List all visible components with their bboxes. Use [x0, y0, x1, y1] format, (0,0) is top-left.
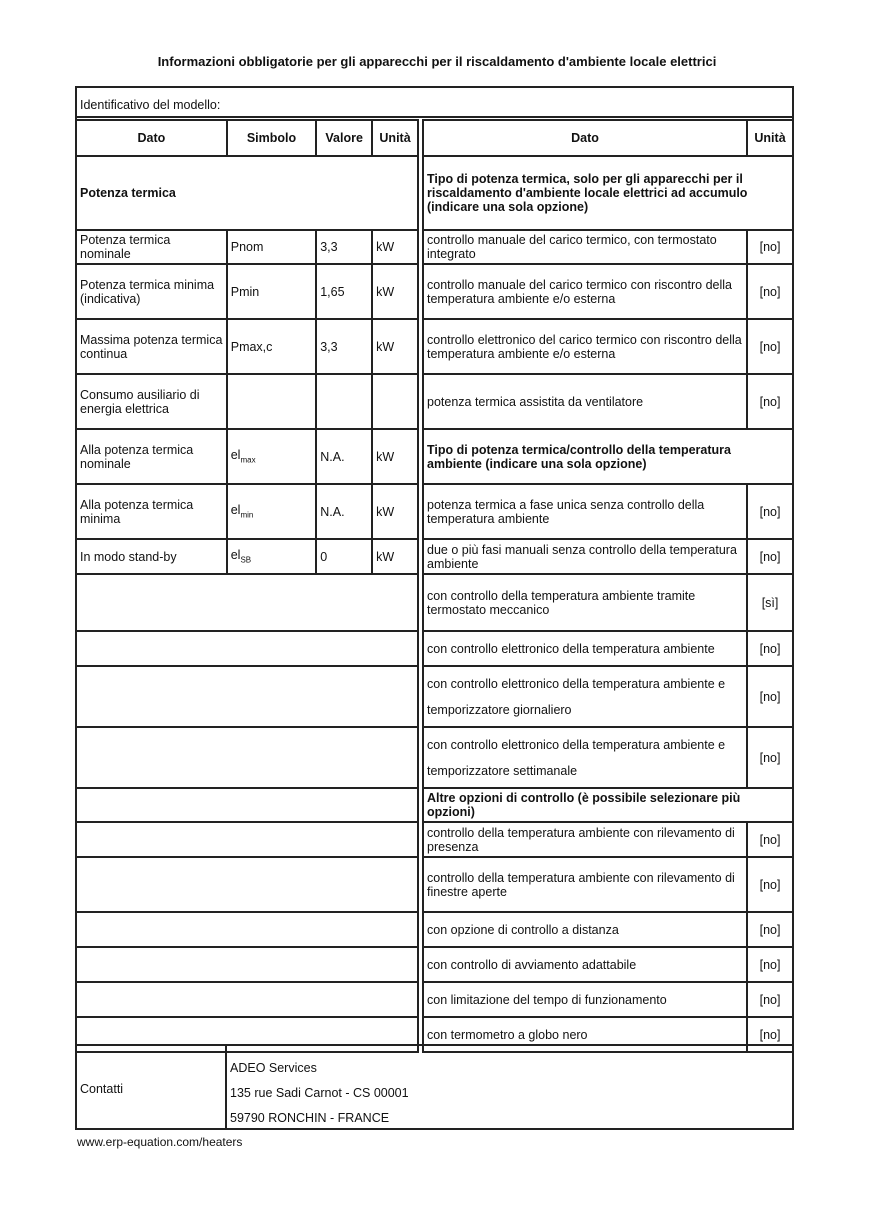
table-row: [423, 666, 793, 727]
section-controllo-temperatura: Tipo di potenza termica/controllo della temperatura ambiente (indicare una sola opzione): [423, 429, 793, 484]
contact-divider: [225, 1046, 227, 1130]
left-data-table: [75, 119, 419, 1053]
symbol-subscript: min: [240, 510, 254, 520]
table-row: [423, 484, 793, 539]
empty-row: [76, 822, 418, 857]
table-row: [423, 574, 793, 631]
cell-simbolo: [227, 484, 317, 539]
cell-valore: 1,65: [316, 264, 372, 319]
cell-dato: con controllo elettronico della temperatura ambiente e temporizzatore settimanale: [423, 727, 747, 788]
table-row: [76, 319, 418, 374]
section-potenza-termica: Potenza termica: [76, 156, 418, 230]
table-row: [76, 539, 418, 574]
cell-simbolo: Pmax,c: [227, 319, 317, 374]
cell-unita: [no]: [747, 727, 793, 788]
empty-row: [76, 912, 418, 947]
table-row: [76, 429, 418, 484]
left-header-unita: Unità: [372, 120, 418, 156]
table-row: [423, 912, 793, 947]
cell-dato: controllo della temperatura ambiente con rilevamento di finestre aperte: [423, 857, 747, 912]
cell-dato: Potenza termica nominale: [76, 230, 227, 264]
empty-row: [76, 574, 418, 631]
cell-dato: In modo stand-by: [76, 539, 227, 574]
cell-dato: Alla potenza termica nominale: [76, 429, 227, 484]
cell-unita: [no]: [747, 484, 793, 539]
model-identifier: Identificativo del modello:: [77, 88, 792, 118]
table-row: [76, 484, 418, 539]
table-row: [423, 947, 793, 982]
contact-block: [75, 1044, 794, 1130]
cell-unita: [no]: [747, 982, 793, 1017]
table-row: [423, 631, 793, 666]
cell-dato: Potenza termica minima (indicativa): [76, 264, 227, 319]
empty-row: [76, 982, 418, 1017]
cell-dato: controllo elettronico del carico termico con riscontro della temperatura ambiente e/o esterna: [423, 319, 747, 374]
contact-label: Contatti: [80, 1082, 124, 1096]
table-row: [423, 822, 793, 857]
cell-unita: [no]: [747, 666, 793, 727]
cell-unita: [no]: [747, 631, 793, 666]
table-row: [423, 374, 793, 429]
cell-valore: 0: [316, 539, 372, 574]
cell-dato: controllo della temperatura ambiente con rilevamento di presenza: [423, 822, 747, 857]
table-row: [423, 319, 793, 374]
symbol-base: el: [230, 448, 241, 463]
table-row: [423, 727, 793, 788]
cell-valore: N.A.: [316, 429, 372, 484]
table-row: [423, 982, 793, 1017]
contact-address: [230, 1056, 409, 1131]
cell-simbolo: Pnom: [227, 230, 317, 264]
cell-dato: Consumo ausiliario di energia elettrica: [76, 374, 227, 429]
cell-valore: N.A.: [316, 484, 372, 539]
table-row: [76, 264, 418, 319]
cell-simbolo: Pmin: [227, 264, 317, 319]
cell-dato: con controllo elettronico della temperatura ambiente e temporizzatore giornaliero: [423, 666, 747, 727]
empty-row: [76, 631, 418, 666]
empty-row: [76, 788, 418, 822]
symbol-subscript: max: [240, 455, 256, 465]
cell-dato: controllo manuale del carico termico, con termostato integrato: [423, 230, 747, 264]
address-line: 135 rue Sadi Carnot - CS 00001: [230, 1086, 409, 1100]
cell-unita: [no]: [747, 264, 793, 319]
cell-dato: con limitazione del tempo di funzionamento: [423, 982, 747, 1017]
cell-unita: kW: [372, 319, 418, 374]
table-row: [423, 230, 793, 264]
cell-unita: [no]: [747, 912, 793, 947]
table-row: [76, 374, 418, 429]
empty-row: [76, 666, 418, 727]
cell-unita: [sì]: [747, 574, 793, 631]
right-header-dato: Dato: [423, 120, 747, 156]
footer-url: www.erp-equation.com/heaters: [77, 1135, 243, 1149]
left-header-valore: Valore: [316, 120, 372, 156]
table-row: [423, 857, 793, 912]
cell-dato: controllo manuale del carico termico con riscontro della temperatura ambiente e/o esterna: [423, 264, 747, 319]
cell-simbolo: [227, 429, 317, 484]
page-title: Informazioni obbligatorie per gli apparecchi per il riscaldamento d'ambiente locale elettrici: [157, 54, 717, 69]
section-altre-opzioni: Altre opzioni di controllo (è possibile selezionare più opzioni): [423, 788, 793, 822]
cell-valore: [316, 374, 372, 429]
cell-valore: 3,3: [316, 319, 372, 374]
cell-dato: con controllo di avviamento adattabile: [423, 947, 747, 982]
cell-dato: con controllo elettronico della temperatura ambiente: [423, 631, 747, 666]
symbol-base: el: [230, 503, 241, 518]
cell-unita: kW: [372, 539, 418, 574]
cell-dato: Alla potenza termica minima: [76, 484, 227, 539]
cell-dato: due o più fasi manuali senza controllo della temperatura ambiente: [423, 539, 747, 574]
cell-dato: con termometro a globo nero: [423, 1017, 747, 1052]
cell-unita: [no]: [747, 1017, 793, 1052]
table-row: [423, 539, 793, 574]
left-header-dato: Dato: [76, 120, 227, 156]
left-header-simbolo: Simbolo: [227, 120, 317, 156]
address-line: ADEO Services: [230, 1061, 317, 1075]
cell-unita: [372, 374, 418, 429]
cell-unita: kW: [372, 429, 418, 484]
cell-unita: kW: [372, 230, 418, 264]
cell-unita: [no]: [747, 319, 793, 374]
empty-row: [76, 857, 418, 912]
cell-unita: [no]: [747, 857, 793, 912]
cell-unita: [no]: [747, 230, 793, 264]
empty-row: [76, 947, 418, 982]
cell-unita: [no]: [747, 539, 793, 574]
right-data-table: [422, 119, 794, 1053]
cell-dato: con opzione di controllo a distanza: [423, 912, 747, 947]
cell-simbolo: [227, 374, 317, 429]
cell-unita: kW: [372, 484, 418, 539]
empty-row: [76, 727, 418, 788]
cell-dato: potenza termica a fase unica senza controllo della temperatura ambiente: [423, 484, 747, 539]
cell-unita: [no]: [747, 947, 793, 982]
symbol-subscript: SB: [240, 555, 252, 565]
cell-dato: potenza termica assistita da ventilatore: [423, 374, 747, 429]
cell-dato: con controllo della temperatura ambiente tramite termostato meccanico: [423, 574, 747, 631]
address-line: 59790 RONCHIN - FRANCE: [230, 1111, 390, 1125]
cell-simbolo: [227, 539, 317, 574]
table-row: [423, 264, 793, 319]
right-header-unita: Unità: [747, 120, 793, 156]
table-row: [76, 230, 418, 264]
cell-valore: 3,3: [316, 230, 372, 264]
cell-dato: Massima potenza termica continua: [76, 319, 227, 374]
cell-unita: kW: [372, 264, 418, 319]
cell-unita: [no]: [747, 374, 793, 429]
cell-unita: [no]: [747, 822, 793, 857]
section-tipo-potenza-accumulo: Tipo di potenza termica, solo per gli apparecchi per il riscaldamento d'ambiente locale elettrici ad accumulo (indicare una sola opzione): [423, 156, 793, 230]
symbol-base: el: [230, 548, 241, 563]
